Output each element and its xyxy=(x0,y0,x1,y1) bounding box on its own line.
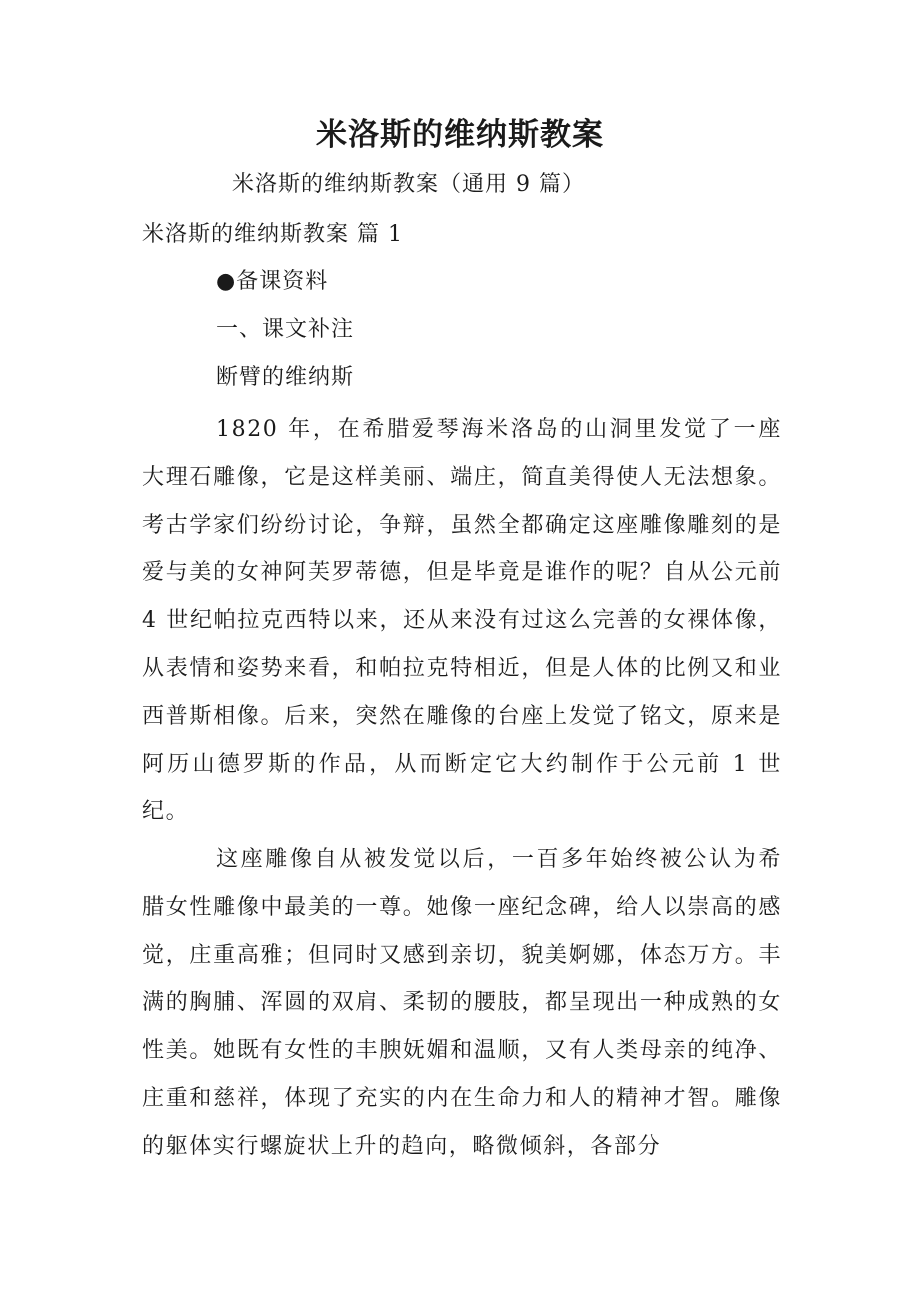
section-heading: 米洛斯的维纳斯教案 篇 1 xyxy=(142,222,403,247)
document-subtitle: 米洛斯的维纳斯教案（通用 9 篇） xyxy=(232,172,585,197)
prep-materials-label: ●备课资料 xyxy=(216,269,329,294)
part-heading: 一、课文补注 xyxy=(216,317,355,342)
topic-heading: 断臂的维纳斯 xyxy=(216,365,355,390)
body-paragraph: 1820 年，在希腊爱琴海米洛岛的山洞里发觉了一座大理石雕像，它是这样美丽、端庄，简直美得使人无法想象。考古学家们纷纷讨论，争辩，虽然全都确定这座雕像雕刻的是爱与美的女神阿芙罗蒂德，但是毕竟是谁作的呢？自从公元前 4 世纪帕拉克西特以来，还从来没有过这么完善的女裸体像，从表情和姿势来看，和帕拉克特相近，但是人体的比例又和业西普斯相像。后来，突然在雕像的台座上发觉了铭文，原来是阿历山德罗斯的作品，从而断定它大约制作于公元前 1 世纪。 xyxy=(142,417,782,825)
body-paragraph: 这座雕像自从被发觉以后，一百多年始终被公认为希腊女性雕像中最美的一尊。她像一座纪念碑，给人以崇高的感觉，庄重高雅；但同时又感到亲切，貌美婀娜，体态万方。丰满的胸脯、浑圆的双肩、柔韧的腰肢，都呈现出一种成熟的女性美。她既有女性的丰腴妩媚和温顺，又有人类母亲的纯净、庄重和慈祥，体现了充实的内在生命力和人的精神才智。雕像的躯体实行螺旋状上升的趋向，略微倾斜，各部分 xyxy=(142,847,782,1159)
document-title: 米洛斯的维纳斯教案 xyxy=(316,117,604,153)
